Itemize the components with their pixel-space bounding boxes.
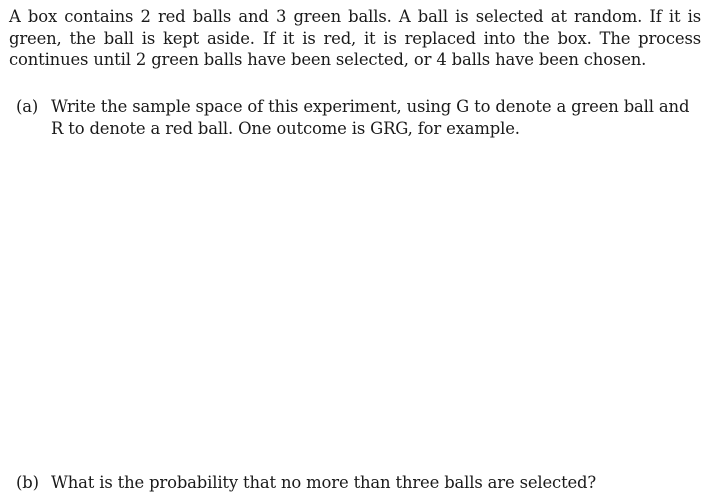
part-a-text: Write the sample space of this experiment, using G to denote a green ball and R to denote a red ball. One outcome is GRG, for example. — [51, 97, 690, 138]
part-b-text: What is the probability that no more than three balls are selected? — [51, 473, 597, 492]
part-a-label: (a) — [16, 97, 39, 116]
problem-statement: A box contains 2 red balls and 3 green balls. A ball is selected at random. If it is green, the ball is kept aside. If it is red, it is replaced into the box. The process continues until 2 green balls have been selected, or 4 balls have been chosen. — [9, 7, 701, 69]
question-part-a — [16, 96, 706, 139]
question-part-b — [16, 472, 706, 494]
part-b-label: (b) — [16, 473, 39, 492]
